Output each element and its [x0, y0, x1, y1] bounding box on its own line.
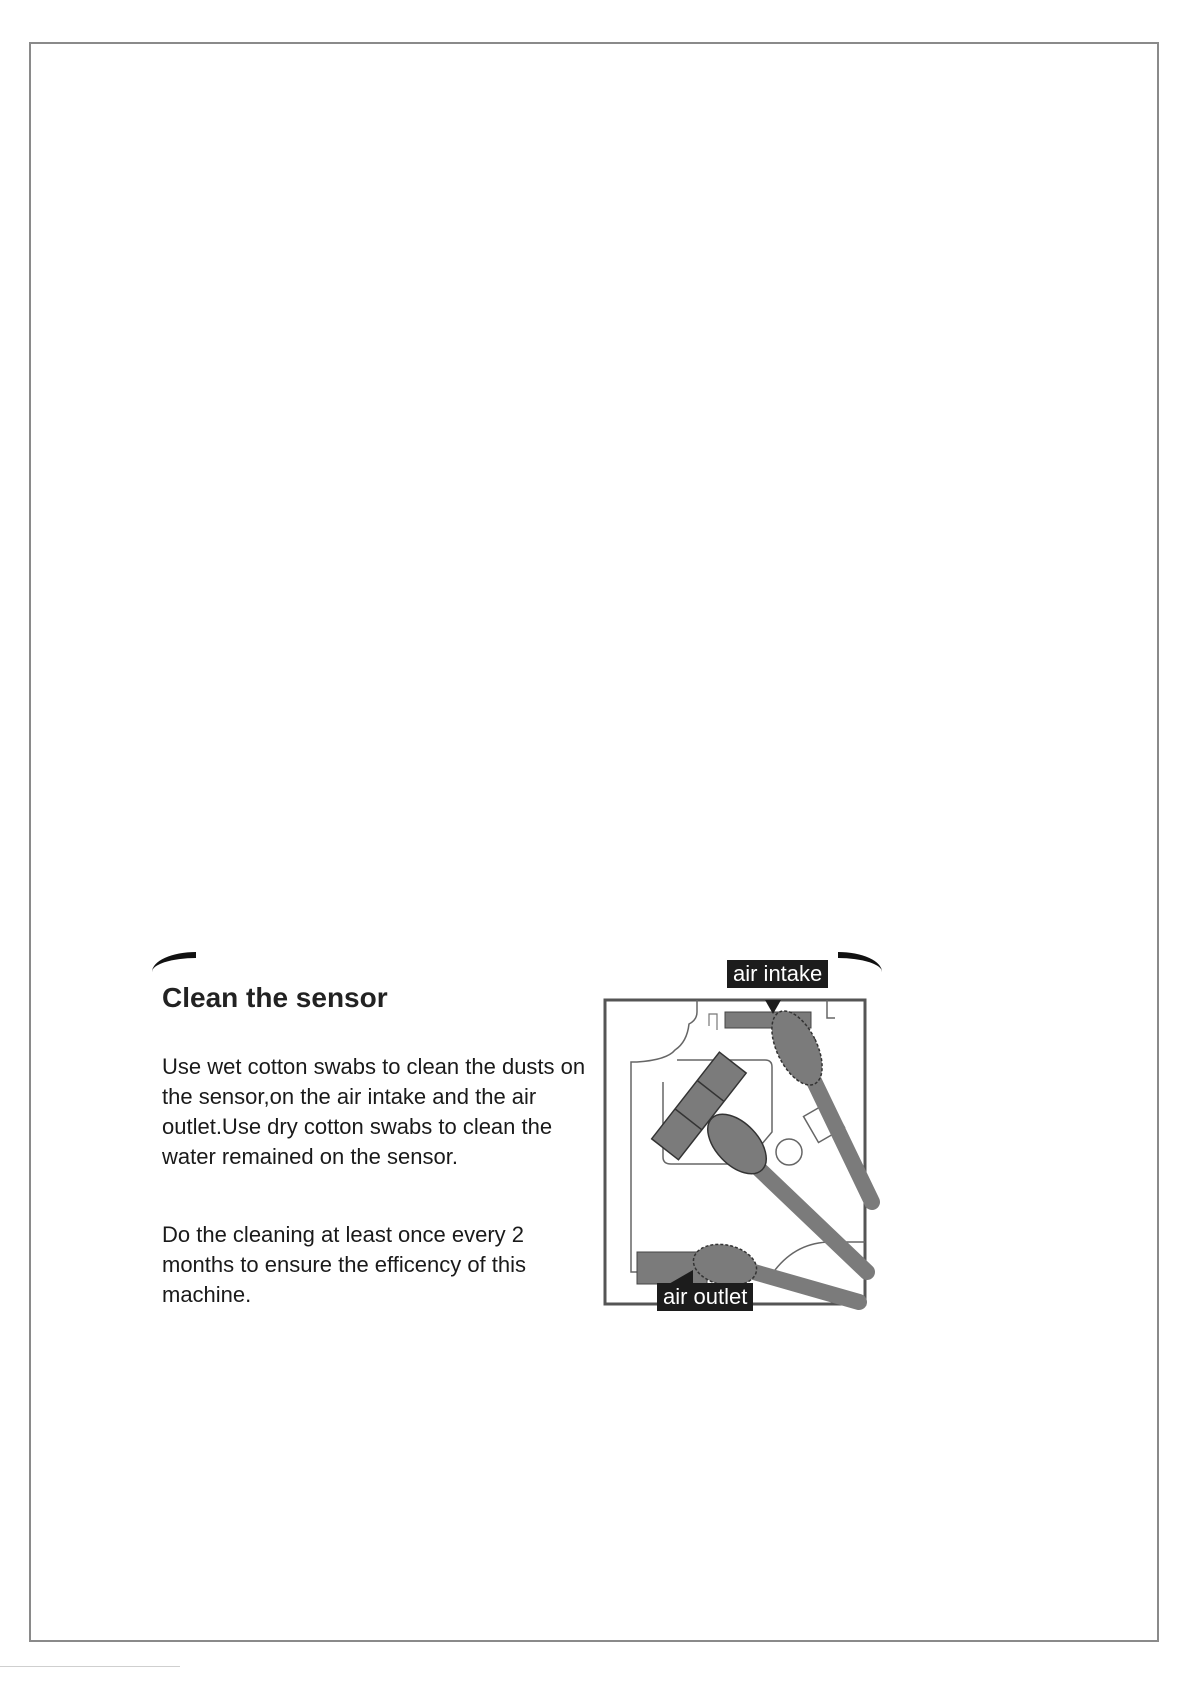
page-frame — [29, 42, 1159, 1642]
sensor-cleaning-illustration — [597, 952, 882, 1322]
corner-arc-left — [152, 952, 196, 972]
air-intake-label: air intake — [727, 960, 828, 988]
footer-strip — [0, 1666, 180, 1679]
inner-outline-top-right — [827, 1000, 835, 1018]
instruction-paragraph: Use wet cotton swabs to clean the dusts on the sensor,on the air intake and the air outlet.Use dry cotton swabs to clean the water remained on the sensor. — [162, 1054, 586, 1169]
intake-frame — [709, 1014, 717, 1030]
sensor-hole — [776, 1139, 802, 1165]
clean-sensor-section — [152, 952, 882, 1322]
section-heading: Clean the sensor — [162, 982, 388, 1013]
sensor-diagram — [597, 952, 882, 1322]
frequency-paragraph: Do the cleaning at least once every 2 months to ensure the efficency of this machine. — [162, 1222, 527, 1307]
cotton-swab-intake — [761, 1003, 872, 1202]
air-outlet-label: air outlet — [657, 1283, 753, 1311]
